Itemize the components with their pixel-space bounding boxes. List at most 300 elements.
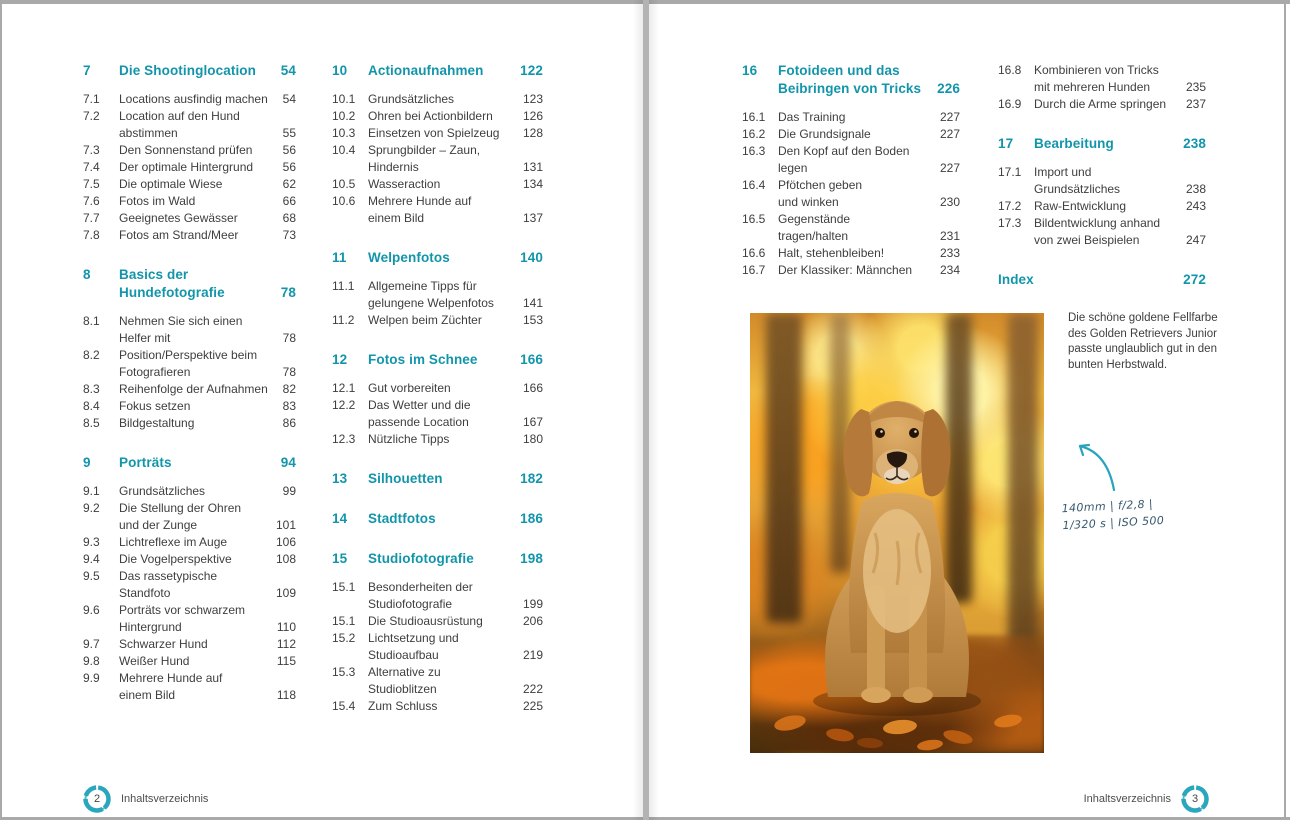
toc-page-number: 219 — [522, 648, 543, 662]
toc-entry-row — [332, 125, 543, 142]
toc-title: Die Vogelperspektive — [119, 552, 232, 566]
toc-page-number: 198 — [520, 551, 543, 566]
toc-page-number: 66 — [282, 194, 296, 208]
toc-entry-row — [83, 398, 296, 415]
handwritten-exif-note — [1061, 492, 1223, 534]
toc-page-number: 227 — [939, 127, 960, 141]
toc-entry-row — [742, 143, 960, 160]
toc-entry — [742, 262, 960, 279]
toc-chapter-row — [742, 62, 960, 80]
toc-page-number: 126 — [522, 109, 543, 123]
toc-page-number: 78 — [282, 365, 296, 379]
toc-title: abstimmen — [119, 126, 178, 140]
toc-entry-row — [83, 108, 296, 125]
toc-title: Nehmen Sie sich einen — [119, 314, 243, 328]
toc-section-number: 11.2 — [332, 313, 355, 327]
footer-label: Inhaltsverzeichnis — [1083, 793, 1171, 805]
toc-section-number: 12.3 — [332, 432, 356, 446]
toc-entry-row — [742, 109, 960, 126]
toc-page-number: 94 — [280, 455, 296, 470]
toc-chapter — [332, 351, 543, 369]
toc-chapter-row — [332, 550, 543, 568]
toc-title: Lichtsetzung und — [368, 631, 459, 645]
toc-entry — [742, 245, 960, 262]
toc-entry-row — [332, 210, 543, 227]
toc-title: Alternative zu — [368, 665, 441, 679]
toc-title: Helfer mit — [119, 331, 171, 345]
toc-page-number: 227 — [939, 161, 960, 175]
toc-entry-row — [332, 414, 543, 431]
toc-title: Das Wetter und die — [368, 398, 471, 412]
toc-chapter-row — [742, 80, 960, 98]
toc-entry-row — [332, 295, 543, 312]
toc-title: Grundsätzliches — [119, 484, 206, 498]
toc-chapter-row — [83, 266, 296, 284]
toc-title: Studiofotografie — [368, 597, 453, 611]
toc-page-number: 123 — [522, 92, 543, 106]
toc-title: Den Sonnenstand prüfen — [119, 143, 253, 157]
toc-entry-row — [332, 431, 543, 448]
toc-column-left-2 — [332, 62, 543, 715]
toc-title: Grundsätzliches — [368, 92, 455, 106]
toc-section-number: 15.1 — [332, 580, 356, 594]
toc-chapter-row — [332, 470, 543, 488]
toc-title: einem Bild — [119, 688, 176, 702]
toc-page-number: 83 — [282, 399, 296, 413]
toc-page-number: 166 — [520, 352, 543, 367]
toc-entry-row — [332, 613, 543, 630]
toc-entry — [998, 164, 1206, 198]
toc-entry — [332, 176, 543, 193]
toc-page-number: 68 — [282, 211, 296, 225]
toc-title: Gut vorbereiten — [368, 381, 451, 395]
toc-entry — [83, 568, 296, 602]
toc-title: legen — [778, 161, 808, 175]
toc-entry-row — [83, 193, 296, 210]
toc-title: Schwarzer Hund — [119, 637, 208, 651]
toc-title: Der optimale Hintergrund — [119, 160, 254, 174]
toc-entry — [332, 312, 543, 329]
toc-title: Einsetzen von Spielzeug — [368, 126, 500, 140]
toc-page-number: 56 — [282, 143, 296, 157]
toc-page-number: 206 — [522, 614, 543, 628]
toc-entry — [332, 630, 543, 664]
toc-entry-row — [83, 534, 296, 551]
toc-page-number: 247 — [1185, 233, 1206, 247]
toc-title: Bildgestaltung — [119, 416, 195, 430]
toc-page-number: 238 — [1183, 136, 1206, 151]
toc-title: Fotos am Strand/Meer — [119, 228, 239, 242]
toc-title: und der Zunge — [119, 518, 198, 532]
toc-entry — [83, 500, 296, 534]
toc-chapter — [83, 266, 296, 302]
toc-page-number: 131 — [522, 160, 543, 174]
toc-page-number: 106 — [275, 535, 296, 549]
toc-chapter-row — [83, 284, 296, 302]
toc-page-number: 137 — [522, 211, 543, 225]
exif-line-1: 140mm | f/2,8 | — [1061, 497, 1154, 516]
toc-title: Die Studioausrüstung — [368, 614, 483, 628]
toc-entry — [742, 109, 960, 126]
toc-title: Raw-Entwicklung — [1034, 199, 1127, 213]
toc-chapter — [332, 249, 543, 267]
toc-section-number: 17.1 — [998, 165, 1022, 179]
toc-section-number: 9 — [83, 455, 91, 470]
toc-entry — [332, 278, 543, 312]
toc-page-number: 140 — [520, 250, 543, 265]
toc-entry — [332, 125, 543, 142]
toc-section-number: 15 — [332, 551, 348, 566]
toc-entry — [83, 415, 296, 432]
toc-title: von zwei Beispielen — [1034, 233, 1140, 247]
toc-section-number: 15.1 — [332, 614, 356, 628]
toc-entry-row — [998, 181, 1206, 198]
toc-title: Hintergrund — [119, 620, 182, 634]
page-gutter-shadow — [633, 0, 643, 820]
toc-entry-row — [742, 262, 960, 279]
toc-section-number: 8.3 — [83, 382, 100, 396]
toc-chapter-row — [332, 62, 543, 80]
toc-page-number: 237 — [1185, 97, 1206, 111]
toc-title: Besonderheiten der — [368, 580, 473, 594]
toc-entry — [83, 534, 296, 551]
toc-chapter — [998, 271, 1206, 289]
toc-title: Nützliche Tipps — [368, 432, 450, 446]
toc-chapter — [332, 470, 543, 488]
toc-section-number: 7.3 — [83, 143, 100, 157]
toc-chapter — [83, 454, 296, 472]
toc-entry — [998, 96, 1206, 113]
toc-entry-row — [998, 198, 1206, 215]
toc-entry-row — [742, 160, 960, 177]
toc-entry-row — [332, 579, 543, 596]
toc-entry — [83, 227, 296, 244]
toc-title: Weißer Hund — [119, 654, 190, 668]
toc-entry-row — [332, 312, 543, 329]
toc-title: Fotos im Schnee — [368, 352, 478, 367]
toc-title: Der Klassiker: Männchen — [778, 263, 913, 277]
toc-title: Import und — [1034, 165, 1092, 179]
toc-entry — [83, 313, 296, 347]
toc-entry-row — [998, 62, 1206, 79]
toc-chapter — [83, 62, 296, 80]
toc-title: passende Location — [368, 415, 469, 429]
toc-title: und winken — [778, 195, 839, 209]
toc-entry-row — [742, 126, 960, 143]
toc-title: Allgemeine Tipps für — [368, 279, 477, 293]
toc-title: Grundsätzliches — [1034, 182, 1121, 196]
toc-chapter-row — [83, 62, 296, 80]
toc-page-number: 166 — [522, 381, 543, 395]
toc-title: Geeignetes Gewässer — [119, 211, 238, 225]
toc-page-number: 226 — [937, 81, 960, 96]
toc-entry — [332, 193, 543, 227]
photo-golden-retriever — [750, 313, 1044, 753]
toc-section-number: 7.8 — [83, 228, 100, 242]
toc-page-number: 134 — [522, 177, 543, 191]
toc-section-number: 13 — [332, 471, 348, 486]
toc-section-number: 9.2 — [83, 501, 100, 515]
toc-page-number: 109 — [275, 586, 296, 600]
toc-entry-row — [332, 681, 543, 698]
toc-section-number: 16.7 — [742, 263, 766, 277]
toc-title: Die Grundsignale — [778, 127, 871, 141]
toc-title: Reihenfolge der Aufnahmen — [119, 382, 268, 396]
toc-section-number: 16.8 — [998, 63, 1022, 77]
toc-entry-row — [83, 568, 296, 585]
toc-entry — [83, 551, 296, 568]
toc-entry-row — [83, 125, 296, 142]
toc-entry — [332, 613, 543, 630]
footer-right — [1084, 784, 1210, 814]
toc-column-right-1 — [742, 62, 960, 279]
toc-section-number: 16.6 — [742, 246, 766, 260]
toc-entry-row — [83, 210, 296, 227]
toc-entry-row — [83, 636, 296, 653]
toc-section-number: 7.1 — [83, 92, 100, 106]
toc-entry-row — [83, 415, 296, 432]
toc-title: Halt, stehenbleiben! — [778, 246, 885, 260]
toc-chapter — [332, 62, 543, 80]
toc-section-number: 15.3 — [332, 665, 356, 679]
toc-section-number: 17.2 — [998, 199, 1022, 213]
toc-entry-row — [742, 194, 960, 211]
toc-entry — [83, 653, 296, 670]
toc-entry-row — [83, 330, 296, 347]
toc-title: Wasseraction — [368, 177, 441, 191]
toc-title: gelungene Welpenfotos — [368, 296, 494, 310]
toc-section-number: 10.1 — [332, 92, 356, 106]
dog-illustration — [750, 313, 1044, 753]
toc-entry — [332, 664, 543, 698]
toc-page-number: 101 — [275, 518, 296, 532]
toc-page-number: 86 — [282, 416, 296, 430]
toc-section-number: 7.6 — [83, 194, 100, 208]
toc-page-number: 78 — [282, 331, 296, 345]
toc-page-number: 243 — [1185, 199, 1206, 213]
toc-section-number: 17.3 — [998, 216, 1022, 230]
toc-page-number: 82 — [282, 382, 296, 396]
viewer-left-edge — [0, 0, 2, 820]
toc-entry — [83, 193, 296, 210]
toc-title: Index — [998, 272, 1034, 287]
toc-title: Fotografieren — [119, 365, 191, 379]
toc-entry-row — [332, 397, 543, 414]
toc-page-number: 54 — [280, 63, 296, 78]
toc-chapter-row — [998, 135, 1206, 153]
toc-entry — [83, 381, 296, 398]
toc-section-number: 8 — [83, 267, 91, 282]
toc-title: Hindernis — [368, 160, 419, 174]
toc-section-number: 9.9 — [83, 671, 100, 685]
toc-section-number: 16.9 — [998, 97, 1022, 111]
toc-title: Welpenfotos — [368, 250, 450, 265]
toc-section-number: 16.1 — [742, 110, 766, 124]
toc-title: Position/Perspektive beim — [119, 348, 258, 362]
toc-page-number: 227 — [939, 110, 960, 124]
toc-entry-row — [83, 517, 296, 534]
toc-title: Die Shootinglocation — [119, 63, 256, 78]
toc-entry-row — [83, 670, 296, 687]
toc-title: Studioaufbau — [368, 648, 439, 662]
toc-title: Bearbeitung — [1034, 136, 1114, 151]
toc-title: Stadtfotos — [368, 511, 436, 526]
toc-page-number: 112 — [276, 637, 296, 651]
toc-entry-row — [83, 619, 296, 636]
toc-page-number: 54 — [282, 92, 296, 106]
toc-page-number: 180 — [522, 432, 543, 446]
toc-entry — [998, 198, 1206, 215]
toc-section-number: 15.2 — [332, 631, 356, 645]
toc-title: Fokus setzen — [119, 399, 191, 413]
toc-title: Ohren bei Actionbildern — [368, 109, 493, 123]
toc-title: Den Kopf auf den Boden — [778, 144, 910, 158]
toc-page-number: 233 — [939, 246, 960, 260]
toc-entry — [83, 398, 296, 415]
toc-entry — [742, 126, 960, 143]
toc-entry-row — [332, 193, 543, 210]
toc-entry-row — [332, 380, 543, 397]
toc-title: Mehrere Hunde auf — [368, 194, 472, 208]
toc-title: Porträts vor schwarzem — [119, 603, 246, 617]
toc-entry-row — [998, 232, 1206, 249]
toc-section-number: 10 — [332, 63, 348, 78]
toc-page-number: 231 — [939, 229, 960, 243]
toc-section-number: 8.1 — [83, 314, 100, 328]
toc-entry — [742, 143, 960, 177]
toc-section-number: 8.4 — [83, 399, 100, 413]
toc-entry-row — [742, 245, 960, 262]
toc-entry — [998, 62, 1206, 96]
toc-title: Silhouetten — [368, 471, 443, 486]
toc-entry-row — [83, 602, 296, 619]
toc-entry — [742, 177, 960, 211]
handwritten-arrow-icon — [1072, 438, 1132, 498]
toc-title: Zum Schluss — [368, 699, 438, 713]
toc-entry-row — [332, 278, 543, 295]
toc-entry-row — [332, 698, 543, 715]
page-gutter-shadow — [649, 0, 659, 820]
toc-section-number: 9.4 — [83, 552, 100, 566]
toc-entry-row — [83, 142, 296, 159]
toc-entry-row — [83, 483, 296, 500]
toc-chapter-row — [332, 510, 543, 528]
toc-section-number: 14 — [332, 511, 348, 526]
toc-section-number: 9.1 — [83, 484, 100, 498]
footer-left — [82, 784, 208, 814]
toc-section-number: 12 — [332, 352, 348, 367]
toc-title: einem Bild — [368, 211, 425, 225]
toc-title: Fotoideen und das — [778, 63, 900, 78]
toc-section-number: 10.2 — [332, 109, 356, 123]
toc-section-number: 9.6 — [83, 603, 100, 617]
toc-page-number: 118 — [276, 688, 296, 702]
toc-section-number: 16.3 — [742, 144, 766, 158]
toc-title: Gegenstände — [778, 212, 851, 226]
toc-entry — [83, 142, 296, 159]
toc-entry-row — [332, 664, 543, 681]
toc-entry-row — [332, 630, 543, 647]
toc-title: tragen/halten — [778, 229, 849, 243]
toc-section-number: 16.2 — [742, 127, 766, 141]
toc-entry — [83, 91, 296, 108]
toc-section-number: 10.5 — [332, 177, 356, 191]
toc-chapter-row — [332, 249, 543, 267]
toc-title: Sprungbilder – Zaun, — [368, 143, 481, 157]
toc-chapter — [742, 62, 960, 98]
toc-section-number: 11.1 — [332, 279, 355, 293]
toc-entry — [332, 579, 543, 613]
toc-entry-row — [83, 551, 296, 568]
footer-label: Inhaltsverzeichnis — [121, 793, 209, 805]
toc-page-number: 186 — [520, 511, 543, 526]
toc-page-number: 78 — [280, 285, 296, 300]
toc-entry-row — [83, 500, 296, 517]
toc-entry — [83, 108, 296, 142]
toc-entry-row — [83, 381, 296, 398]
toc-entry-row — [83, 176, 296, 193]
toc-section-number: 11 — [332, 250, 347, 265]
toc-page-number: 141 — [522, 296, 543, 310]
toc-entry-row — [83, 227, 296, 244]
toc-entry — [83, 176, 296, 193]
toc-entry-row — [998, 79, 1206, 96]
toc-section-number: 15.4 — [332, 699, 356, 713]
toc-entry-row — [83, 653, 296, 670]
toc-entry-row — [998, 215, 1206, 232]
toc-title: Lichtreflexe im Auge — [119, 535, 228, 549]
toc-section-number: 7.7 — [83, 211, 100, 225]
toc-page-number: 108 — [275, 552, 296, 566]
toc-page-number: 122 — [520, 63, 543, 78]
toc-column-left-1 — [83, 62, 296, 704]
toc-section-number: 7 — [83, 63, 91, 78]
toc-title: Studioblitzen — [368, 682, 437, 696]
toc-entry-row — [998, 96, 1206, 113]
toc-entry — [83, 210, 296, 227]
toc-title: Das rassetypische — [119, 569, 218, 583]
toc-entry-row — [83, 585, 296, 602]
toc-entry — [332, 108, 543, 125]
toc-title: Pfötchen geben — [778, 178, 863, 192]
toc-page-number: 225 — [522, 699, 543, 713]
toc-chapter — [998, 135, 1206, 153]
toc-entry — [742, 211, 960, 245]
toc-section-number: 8.2 — [83, 348, 100, 362]
toc-title: Die optimale Wiese — [119, 177, 223, 191]
toc-entry-row — [83, 313, 296, 330]
toc-page-number: 56 — [282, 160, 296, 174]
toc-title: Kombinieren von Tricks — [1034, 63, 1159, 77]
toc-entry — [83, 483, 296, 500]
toc-page-number: 222 — [522, 682, 543, 696]
viewer-right-edge — [1284, 0, 1286, 820]
toc-column-right-2 — [998, 62, 1206, 289]
toc-chapter — [332, 550, 543, 568]
toc-section-number: 7.4 — [83, 160, 100, 174]
toc-page-number: 182 — [520, 471, 543, 486]
toc-entry — [332, 142, 543, 176]
toc-entry — [332, 698, 543, 715]
toc-section-number: 16.5 — [742, 212, 766, 226]
page-number: 3 — [1191, 793, 1199, 805]
photo-caption: Die schöne goldene Fellfarbe des Golden Retrievers Junior passte unglaublich gut in den bunten Herbstwald. — [1068, 312, 1218, 371]
toc-chapter-row — [83, 454, 296, 472]
toc-title: Die Stellung der Ohren — [119, 501, 242, 515]
toc-entry-row — [332, 159, 543, 176]
toc-entry-row — [332, 91, 543, 108]
toc-entry-row — [332, 176, 543, 193]
